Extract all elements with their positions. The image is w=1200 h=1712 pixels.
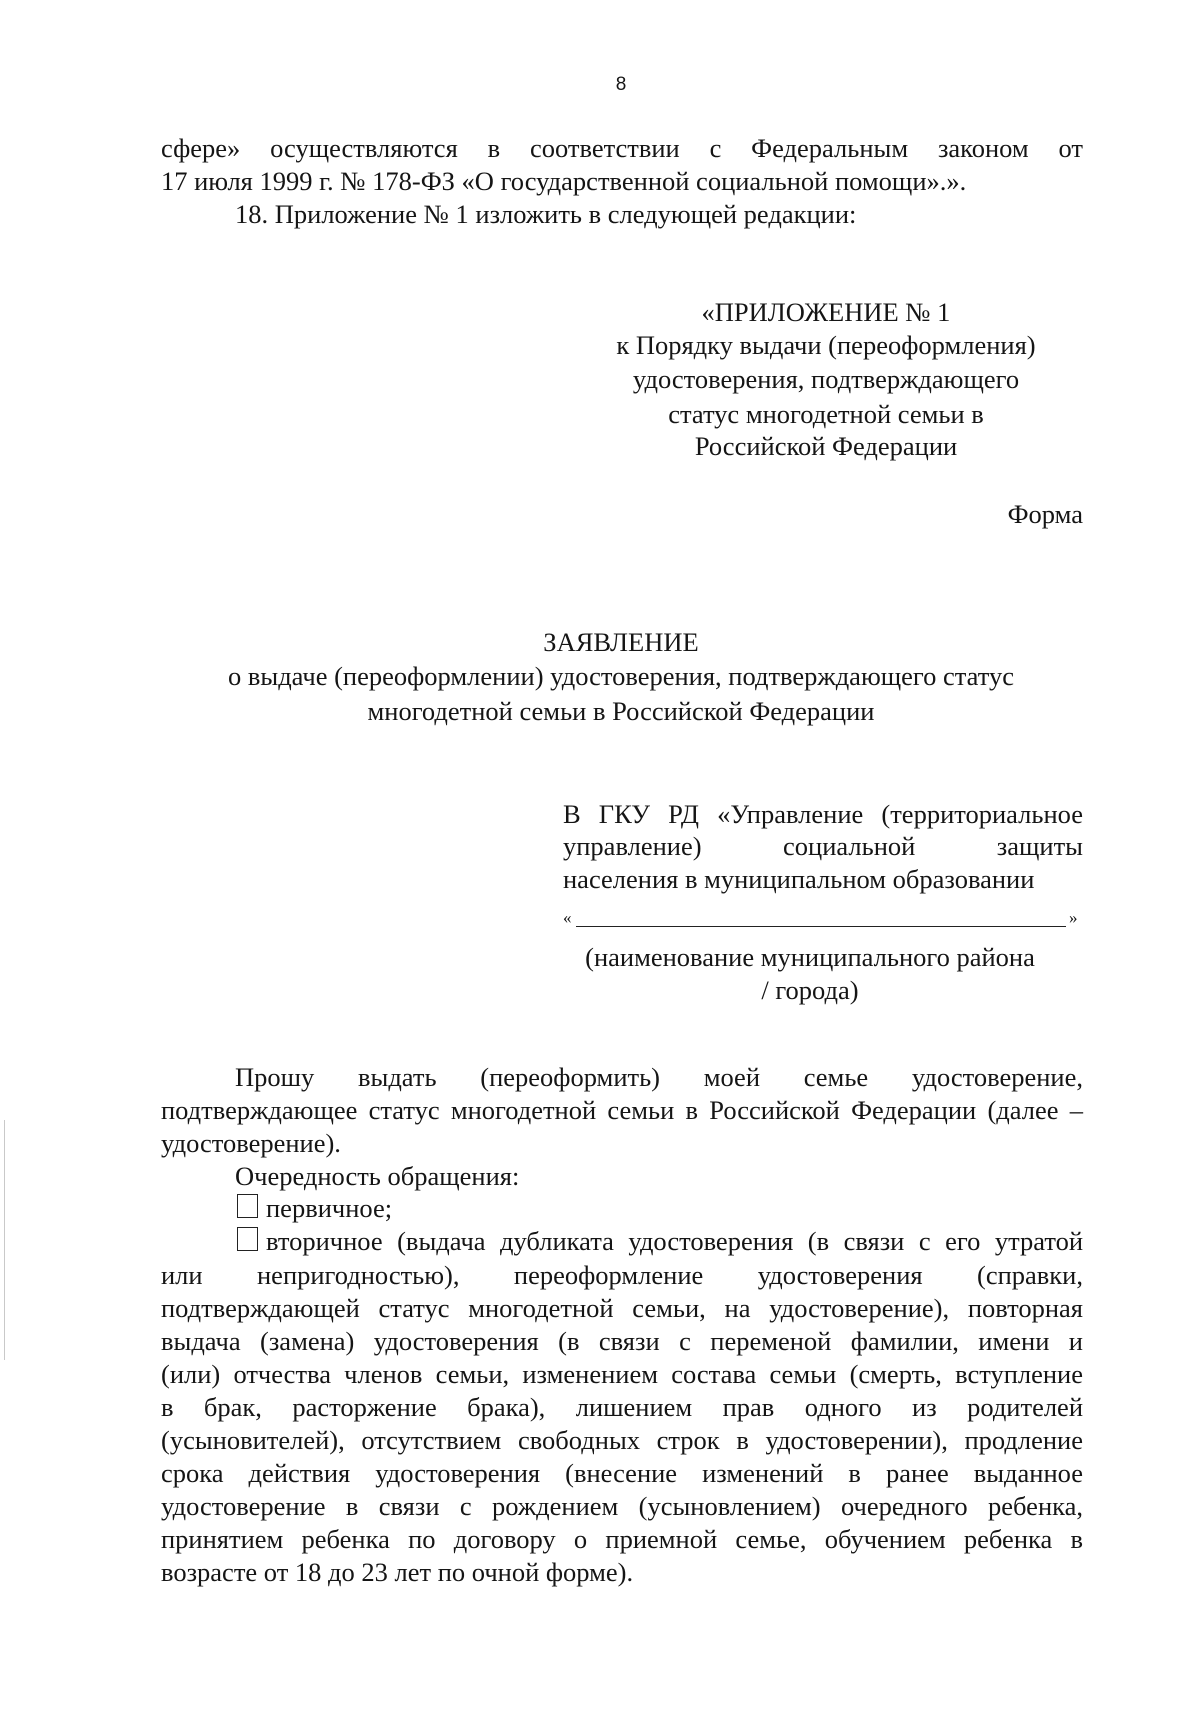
request-line-1: Прошу выдать (переоформить) моей семье удостоверение, <box>235 1062 1083 1092</box>
appendix-line-1: к Порядку выдачи (переоформления) <box>616 330 1036 360</box>
request-line-3: удостоверение). <box>161 1128 341 1158</box>
order-label: Очередность обращения: <box>235 1161 520 1191</box>
secondary-option-line-7: (усыновителей), отсутствием свободных строк в удостоверении), продление <box>161 1425 1083 1455</box>
secondary-option-line-3: подтверждающей статус многодетной семьи, на удостоверение), повторная <box>161 1293 1083 1323</box>
statement-subtitle-1: о выдаче (переоформлении) удостоверения, подтверждающего статус <box>228 661 1014 691</box>
secondary-option-line-10: принятием ребенка по договору о приемной семье, обучением ребенка в <box>161 1524 1083 1554</box>
primary-checkbox[interactable] <box>237 1194 258 1218</box>
addressee-line-3: населения в муниципальном образовании <box>563 864 1035 894</box>
primary-option-label: первичное; <box>266 1193 393 1223</box>
appendix-line-3: статус многодетной семьи в <box>668 399 984 429</box>
addressee-line-2: управление) социальной защиты <box>563 831 1083 861</box>
intro-line-3: 18. Приложение № 1 изложить в следующей редакции: <box>235 199 857 229</box>
municipality-hint-2: / города) <box>761 975 859 1005</box>
secondary-option-line-11: возрасте от 18 до 23 лет по очной форме). <box>161 1557 634 1587</box>
municipality-open-quote: « <box>563 908 572 927</box>
secondary-option-line-1: вторичное (выдача дубликата удостоверения (в связи с его утратой <box>266 1226 1083 1256</box>
statement-subtitle-2: многодетной семьи в Российской Федерации <box>367 696 875 726</box>
page-number: 8 <box>615 74 627 95</box>
secondary-option-line-4: выдача (замена) удостоверения (в связи с переменой фамилии, имени и <box>161 1326 1083 1356</box>
municipality-hint-1: (наименование муниципального района <box>585 942 1035 972</box>
secondary-option-line-9: удостоверение в связи с рождением (усыновлением) очередного ребенка, <box>161 1491 1083 1521</box>
municipality-blank-line <box>576 926 1066 927</box>
form-label: Форма <box>1007 499 1083 529</box>
secondary-option-line-2: или непригодностью), переоформление удостоверения (справки, <box>161 1260 1083 1290</box>
secondary-option-line-8: срока действия удостоверения (внесение изменений в ранее выданное <box>161 1458 1083 1488</box>
secondary-checkbox[interactable] <box>237 1227 258 1251</box>
intro-line-2: 17 июля 1999 г. № 178-ФЗ «О государственной социальной помощи».». <box>161 166 967 196</box>
appendix-line-4: Российской Федерации <box>694 431 958 461</box>
addressee-line-1: В ГКУ РД «Управление (территориальное <box>563 799 1083 829</box>
appendix-line-2: удостоверения, подтверждающего <box>632 364 1020 394</box>
scan-edge-line <box>4 1120 5 1360</box>
secondary-option-line-5: (или) отчества членов семьи, изменением состава семьи (смерть, вступление <box>161 1359 1083 1389</box>
intro-line-1: сфере» осуществляются в соответствии с Федеральным законом от <box>161 133 1083 163</box>
request-line-2: подтверждающее статус многодетной семьи в Российской Федерации (далее – <box>161 1095 1083 1125</box>
secondary-option-line-6: в брак, расторжение брака), лишением прав одного из родителей <box>161 1392 1083 1422</box>
statement-title: ЗАЯВЛЕНИЕ <box>543 627 699 657</box>
appendix-title: «ПРИЛОЖЕНИЕ № 1 <box>701 297 951 327</box>
municipality-close-quote: » <box>1069 908 1078 927</box>
